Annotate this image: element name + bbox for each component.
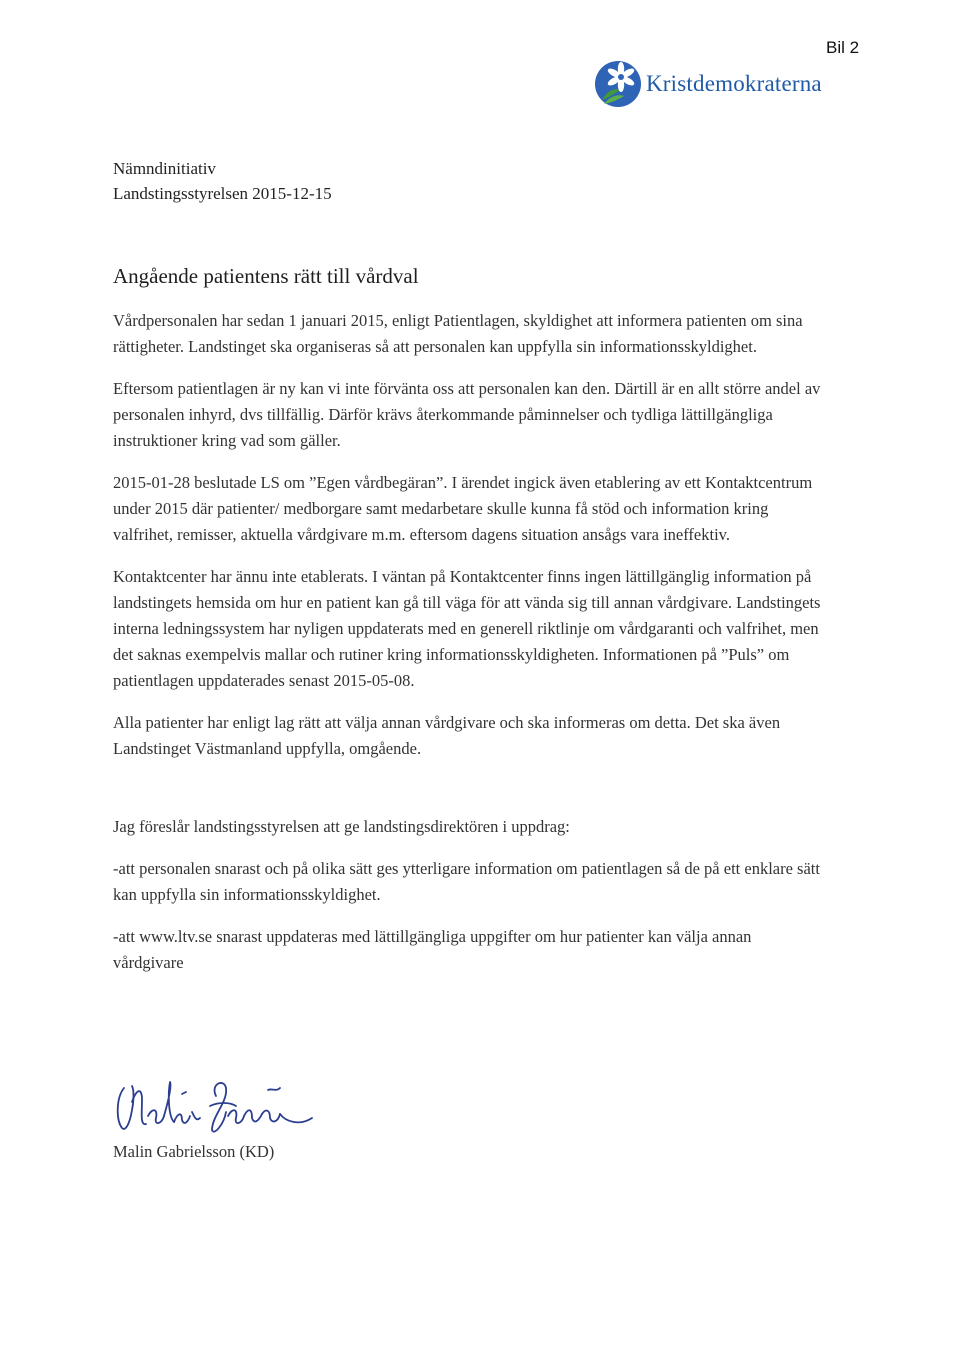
paragraph: Kontaktcenter har ännu inte etablerats. I väntan på Kontaktcenter finns ingen lättillgänglig information på landstingets hemsida om hur en patient kan gå till väga för att vända sig till annan vårdgivare. Landstingets interna ledningssystem har nyligen uppdaterats med en generell riktlinje om vårdgaranti och valfrihet, men det saknas exempelvis mallar och rutiner kring informationsskyldigheten. Informationen på ”Puls” om patientlagen uppdaterades senast 2015-05-08.	[113, 567, 821, 690]
document-header	[113, 156, 332, 206]
attachment-label: Bil 2	[826, 38, 860, 57]
paragraph: Eftersom patientlagen är ny kan vi inte förvänta oss att personalen kan den. Därtill är en allt större andel av personalen inhyrd, dvs tillfällig. Därför krävs återkommande påminnelser och tydliga lättillgängliga instruktioner kring vad som gäller.	[113, 379, 821, 450]
paragraph: Vårdpersonalen har sedan 1 januari 2015, enligt Patientlagen, skyldighet att informera patienten om sina rättigheter. Landstinget ska organiseras så att personalen kan uppfylla sin informationsskyldighet.	[113, 311, 803, 356]
paragraph: 2015-01-28 beslutade LS om ”Egen vårdbegäran”. I ärendet ingick även etablering av ett Kontaktcentrum under 2015 där patienter/ medborgare samt medarbetare skulle kunna få stöd och information kring valfrihet, remisser, aktuella vårdgivare m.m. eftersom dagens situation ansågs vara ineffektiv.	[113, 473, 813, 544]
logo-text: Kristdemokraterna	[646, 71, 822, 96]
handwritten-signature	[112, 1072, 352, 1136]
proposal-item: -att personalen snarast och på olika sätt ges ytterligare information om patientlagen så de på ett enklare sätt kan uppfylla sin informationsskyldighet.	[113, 859, 820, 904]
signer-name: Malin Gabrielsson (KD)	[113, 1142, 275, 1161]
party-logo	[594, 60, 822, 108]
paragraph: Alla patienter har enligt lag rätt att välja annan vårdgivare och ska informeras om detta. Det ska även Landstinget Västmanland uppfylla, omgående.	[113, 713, 781, 758]
document-type: Nämndinitiativ	[113, 159, 216, 178]
document-body	[113, 308, 823, 992]
proposal-item: -att www.ltv.se snarast uppdateras med lättillgängliga uppgifter om hur patienter kan välja annan vårdgivare	[113, 927, 752, 972]
meeting-body-date: Landstingsstyrelsen 2015-12-15	[113, 184, 332, 203]
proposal-intro: Jag föreslår landstingsstyrelsen att ge landstingsdirektören i uppdrag:	[113, 817, 570, 836]
anemone-flower-logo-icon	[594, 60, 642, 108]
document-title: Angående patientens rätt till vårdval	[113, 264, 419, 288]
